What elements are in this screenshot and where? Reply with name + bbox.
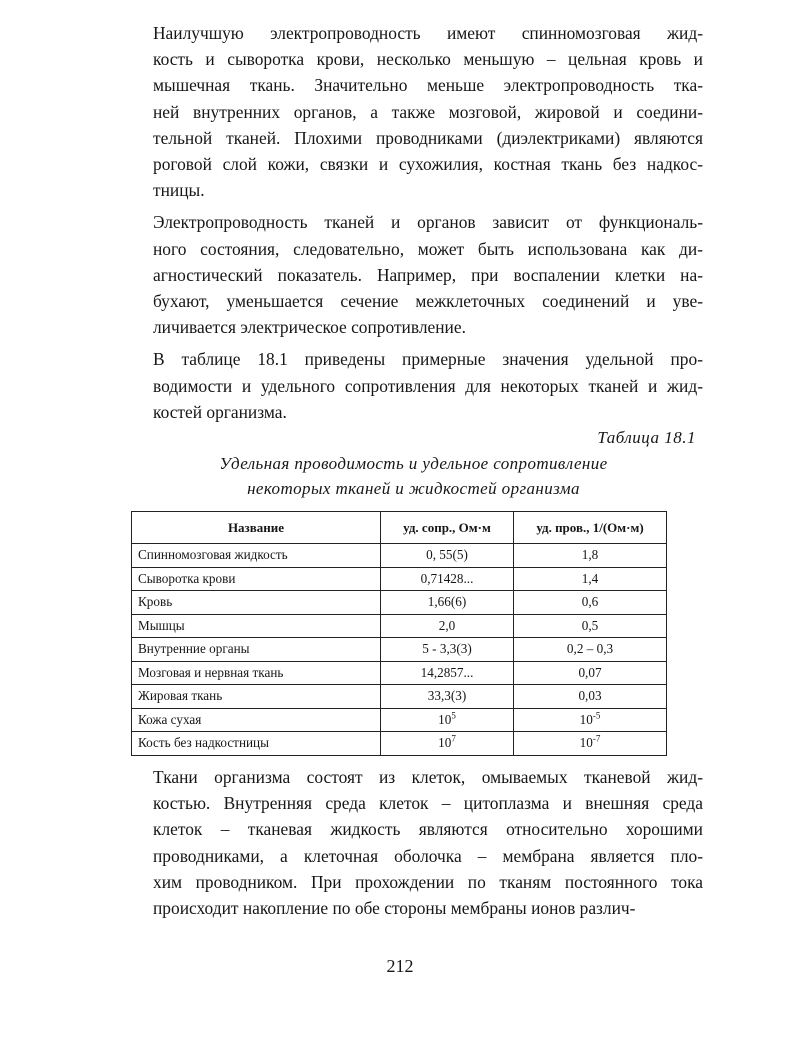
column-header-conductivity: уд. пров., 1/(Ом·м) xyxy=(514,512,667,544)
cell-resistivity: 0, 55(5) xyxy=(381,544,514,568)
cell-name: Внутренние органы xyxy=(132,638,381,662)
text-line: роговой слой кожи, связки и сухожилия, костная ткань без надкос- xyxy=(153,154,703,175)
cell-conductivity: 0,03 xyxy=(514,685,667,709)
text-line: бухают, уменьшается сечение межклеточных соединений и уве- xyxy=(153,291,703,312)
power-exponent: 5 xyxy=(451,710,456,721)
text-line: костей организма. xyxy=(153,401,287,422)
text-line: ней внутренних органов, а также мозговой, жировой и соедини- xyxy=(153,101,703,122)
power-base: 10 xyxy=(438,735,452,751)
intro-text xyxy=(131,20,703,425)
table-row xyxy=(132,544,667,568)
text-line: костью. Внутренняя среда клеток – цитоплазма и внешняя среда xyxy=(153,793,703,814)
cell-name: Спинномозговая жидкость xyxy=(132,544,381,568)
table-row xyxy=(132,732,667,756)
table-row xyxy=(132,685,667,709)
cell-resistivity xyxy=(381,732,514,756)
text-line: кость и сыворотка крови, несколько меньшую – цельная кровь и xyxy=(153,49,703,70)
power-base: 10 xyxy=(438,711,452,727)
cell-resistivity: 2,0 xyxy=(381,614,514,638)
paragraph-conductivity xyxy=(131,20,703,203)
cell-name: Мышцы xyxy=(132,614,381,638)
text-line: ного состояния, следовательно, может быть использована как ди- xyxy=(153,238,703,259)
table-row xyxy=(132,661,667,685)
closing-text xyxy=(131,764,703,921)
text-line: агностический показатель. Например, при воспалении клетки на- xyxy=(153,264,703,285)
cell-conductivity: 1,8 xyxy=(514,544,667,568)
power-exponent: -7 xyxy=(592,733,601,744)
cell-conductivity: 1,4 xyxy=(514,567,667,591)
cell-name: Кровь xyxy=(132,591,381,615)
text-line: мышечная ткань. Значительно меньше электропроводность тка- xyxy=(153,75,703,96)
text-line: Ткани организма состоят из клеток, омываемых тканевой жид- xyxy=(153,767,703,787)
power-exponent: 7 xyxy=(451,733,456,744)
cell-name: Мозговая и нервная ткань xyxy=(132,661,381,685)
text-line: В таблице 18.1 приведены примерные значения удельной про- xyxy=(153,349,703,370)
cell-resistivity: 1,66(6) xyxy=(381,591,514,615)
cell-conductivity: 0,5 xyxy=(514,614,667,638)
text-line: проводниками, а клеточная оболочка – мембрана является пло- xyxy=(153,845,703,866)
text-line: тницы. xyxy=(153,180,205,201)
text-line: водимости и удельного сопротивления для некоторых тканей и жид- xyxy=(153,375,703,396)
table-label: Таблица 18.1 xyxy=(597,428,696,447)
cell-resistivity: 5 - 3,3(3) xyxy=(381,638,514,662)
cell-conductivity: 0,2 – 0,3 xyxy=(514,638,667,662)
table-caption xyxy=(131,428,696,501)
table-row xyxy=(132,591,667,615)
text-line: Электропроводность тканей и органов зависит от функциональ- xyxy=(153,212,703,233)
cell-name: Кость без надкостницы xyxy=(132,732,381,756)
cell-conductivity xyxy=(514,708,667,732)
text-line: хим проводником. При прохождении по тканям постоянного тока xyxy=(153,871,703,892)
table-row xyxy=(132,638,667,662)
cell-resistivity: 14,2857... xyxy=(381,661,514,685)
text-line: тельной тканей. Плохими проводниками (диэлектриками) являются xyxy=(153,127,703,148)
text-line: клеток – тканевая жидкость являются относительно хорошими xyxy=(153,819,703,840)
table-row xyxy=(132,614,667,638)
power-exponent: -5 xyxy=(592,710,601,721)
paragraph-cells xyxy=(131,764,703,921)
text-line: Наилучшую электропроводность имеют спинномозговая жид- xyxy=(153,23,703,43)
paragraph-table-reference xyxy=(131,346,703,425)
cell-conductivity: 0,6 xyxy=(514,591,667,615)
table-row xyxy=(132,567,667,591)
cell-resistivity xyxy=(381,708,514,732)
column-header-resistivity: уд. сопр., Ом·м xyxy=(381,512,514,544)
cell-resistivity: 33,3(3) xyxy=(381,685,514,709)
power-base: 10 xyxy=(579,735,593,751)
paragraph-functional-state xyxy=(131,209,703,340)
power-base: 10 xyxy=(579,711,593,727)
cell-name: Кожа сухая xyxy=(132,708,381,732)
text-line: личивается электрическое сопротивление. xyxy=(153,317,466,338)
cell-conductivity xyxy=(514,732,667,756)
table-header-row xyxy=(132,512,667,544)
cell-name: Сыворотка крови xyxy=(132,567,381,591)
text-line: происходит накопление по обе стороны мембраны ионов различ- xyxy=(153,898,636,919)
table-title-line: Удельная проводимость и удельное сопротивление xyxy=(219,454,608,473)
conductivity-table xyxy=(131,511,667,756)
page-number: 212 xyxy=(386,956,414,976)
column-header-name: Название xyxy=(132,512,381,544)
cell-resistivity: 0,71428... xyxy=(381,567,514,591)
table-row xyxy=(132,708,667,732)
table-title-line: некоторых тканей и жидкостей организма xyxy=(247,479,580,498)
cell-conductivity: 0,07 xyxy=(514,661,667,685)
cell-name: Жировая ткань xyxy=(132,685,381,709)
